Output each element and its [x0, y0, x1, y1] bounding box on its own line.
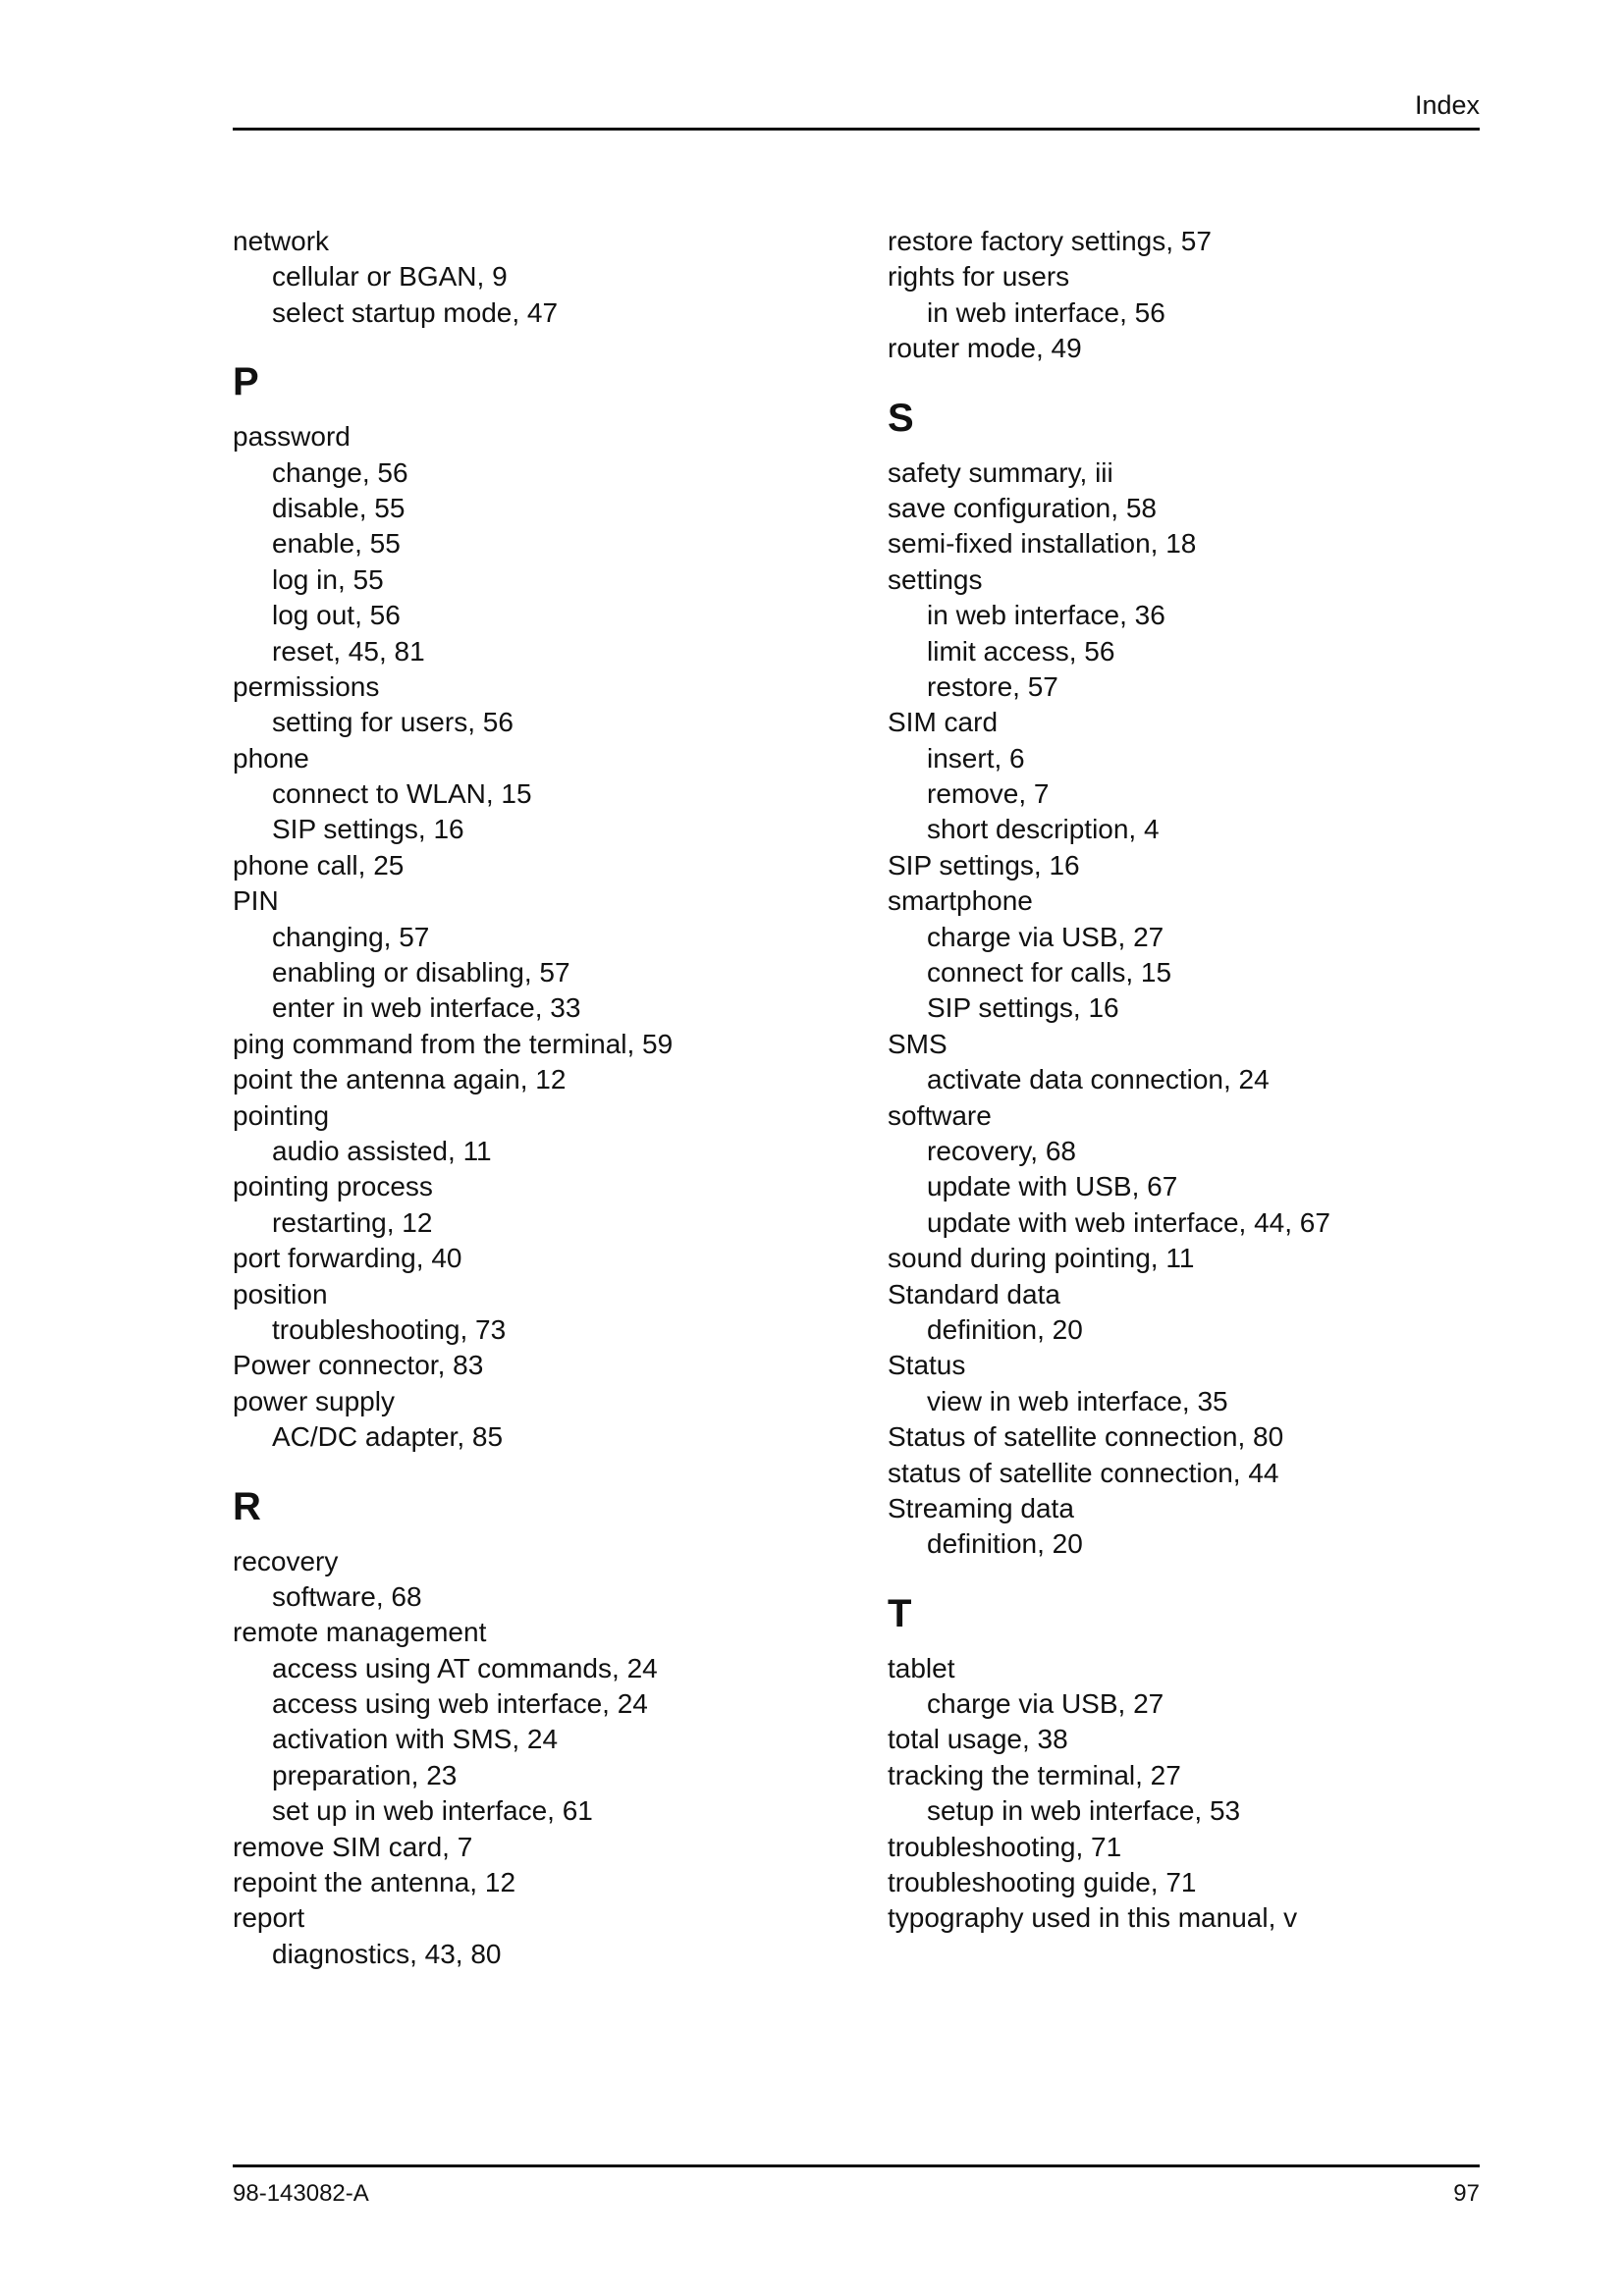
- index-subentry: activate data connection, 24: [927, 1064, 1270, 1095]
- index-entry: semi-fixed installation, 18: [888, 528, 1197, 560]
- index-entry: recovery: [233, 1545, 339, 1576]
- index-subentry: in web interface, 56: [927, 296, 1165, 328]
- index-entry: status of satellite connection, 44: [888, 1457, 1279, 1488]
- index-entry: troubleshooting, 71: [888, 1831, 1122, 1862]
- index-entry: tablet: [888, 1652, 955, 1683]
- index-entry: typography used in this manual, v: [888, 1902, 1298, 1934]
- index-entry: total usage, 38: [888, 1724, 1068, 1755]
- index-entry: pointing: [233, 1099, 330, 1131]
- index-entry: SIP settings, 16: [888, 849, 1080, 881]
- index-subentry: cellular or BGAN, 9: [272, 261, 508, 293]
- index-entry: Standard data: [888, 1278, 1060, 1309]
- footer-page-number: 97: [1453, 2180, 1480, 2207]
- index-subentry: connect for calls, 15: [927, 957, 1172, 988]
- index-entry: restore factory settings, 57: [888, 226, 1212, 256]
- index-entry: router mode, 49: [888, 333, 1082, 364]
- index-subentry: audio assisted, 11: [272, 1135, 492, 1166]
- index-subentry: diagnostics, 43, 80: [272, 1938, 502, 1969]
- index-subentry: remove, 7: [927, 778, 1050, 810]
- index-column-left: [233, 224, 861, 1972]
- index-subentry: short description, 4: [927, 814, 1160, 845]
- index-entry: repoint the antenna, 12: [233, 1867, 516, 1898]
- index-subentry: access using AT commands, 24: [272, 1652, 658, 1683]
- index-subentry: set up in web interface, 61: [272, 1795, 593, 1827]
- index-entry: port forwarding, 40: [233, 1243, 462, 1274]
- index-subentry: restore, 57: [927, 670, 1058, 702]
- index-entry: network: [233, 226, 330, 256]
- index-subentry: view in web interface, 35: [927, 1385, 1228, 1416]
- index-entry: Status of satellite connection, 80: [888, 1421, 1284, 1453]
- index-entry: phone: [233, 742, 309, 774]
- index-entry: smartphone: [888, 885, 1033, 917]
- index-entry: SMS: [888, 1028, 947, 1059]
- index-entry: SIM card: [888, 707, 999, 738]
- index-subentry: change, 56: [272, 456, 408, 488]
- index-entry: save configuration, 58: [888, 492, 1157, 523]
- page-header-title: Index: [1414, 90, 1480, 120]
- index-subentry: setup in web interface, 53: [927, 1795, 1241, 1827]
- index-column-right: [888, 224, 1516, 1937]
- index-subentry: log in, 55: [272, 563, 384, 595]
- index-subentry: log out, 56: [272, 600, 401, 631]
- index-entry: report: [233, 1902, 305, 1934]
- index-entry: password: [233, 421, 351, 453]
- index-subentry: troubleshooting, 73: [272, 1313, 507, 1345]
- index-entry: point the antenna again, 12: [233, 1064, 567, 1095]
- index-entry: tracking the terminal, 27: [888, 1759, 1181, 1790]
- index-section-letter: P: [233, 360, 259, 404]
- index-subentry: update with web interface, 44, 67: [927, 1206, 1330, 1238]
- index-subentry: definition, 20: [927, 1528, 1083, 1560]
- index-subentry: enable, 55: [272, 528, 401, 560]
- index-subentry: enabling or disabling, 57: [272, 957, 570, 988]
- index-entry: phone call, 25: [233, 849, 405, 881]
- index-entry: remote management: [233, 1617, 487, 1648]
- index-entry: ping command from the terminal, 59: [233, 1028, 674, 1059]
- index-subentry: insert, 6: [927, 742, 1025, 774]
- index-subentry: definition, 20: [927, 1313, 1083, 1345]
- index-subentry: setting for users, 56: [272, 707, 514, 738]
- index-entry: troubleshooting guide, 71: [888, 1867, 1197, 1898]
- index-subentry: activation with SMS, 24: [272, 1724, 559, 1755]
- index-subentry: changing, 57: [272, 921, 430, 952]
- index-subentry: recovery, 68: [927, 1135, 1076, 1166]
- index-entry: power supply: [233, 1385, 395, 1416]
- index-section-letter: S: [888, 396, 914, 440]
- index-subentry: AC/DC adapter, 85: [272, 1421, 504, 1453]
- index-subentry: reset, 45, 81: [272, 635, 425, 667]
- index-entry: Status: [888, 1350, 966, 1381]
- index-subentry: connect to WLAN, 15: [272, 778, 532, 810]
- index-entry: permissions: [233, 670, 380, 702]
- index-entry: remove SIM card, 7: [233, 1831, 473, 1862]
- index-subentry: disable, 55: [272, 492, 406, 523]
- index-subentry: restarting, 12: [272, 1206, 433, 1238]
- index-subentry: update with USB, 67: [927, 1171, 1178, 1202]
- index-section-letter: T: [888, 1591, 912, 1635]
- index-subentry: SIP settings, 16: [927, 992, 1119, 1024]
- index-subentry: select startup mode, 47: [272, 296, 559, 328]
- footer-divider: [233, 2164, 1480, 2167]
- index-entry: rights for users: [888, 261, 1070, 293]
- index-entry: software: [888, 1099, 992, 1131]
- index-entry: Streaming data: [888, 1492, 1074, 1523]
- footer-document-id: 98-143082-A: [233, 2180, 369, 2207]
- index-subentry: preparation, 23: [272, 1759, 458, 1790]
- index-entry: PIN: [233, 885, 279, 917]
- index-subentry: charge via USB, 27: [927, 1688, 1164, 1720]
- index-subentry: enter in web interface, 33: [272, 992, 581, 1024]
- index-subentry: charge via USB, 27: [927, 921, 1164, 952]
- header-divider: [233, 128, 1480, 131]
- index-subentry: SIP settings, 16: [272, 814, 464, 845]
- index-subentry: limit access, 56: [927, 635, 1115, 667]
- index-entry: settings: [888, 563, 983, 595]
- index-section-letter: R: [233, 1484, 261, 1528]
- index-subentry: in web interface, 36: [927, 600, 1165, 631]
- index-entry: sound during pointing, 11: [888, 1243, 1195, 1274]
- index-subentry: software, 68: [272, 1580, 422, 1612]
- index-subentry: access using web interface, 24: [272, 1688, 648, 1720]
- index-entry: position: [233, 1278, 328, 1309]
- index-entry: pointing process: [233, 1171, 433, 1202]
- index-entry: safety summary, iii: [888, 456, 1113, 488]
- index-entry: Power connector, 83: [233, 1350, 484, 1381]
